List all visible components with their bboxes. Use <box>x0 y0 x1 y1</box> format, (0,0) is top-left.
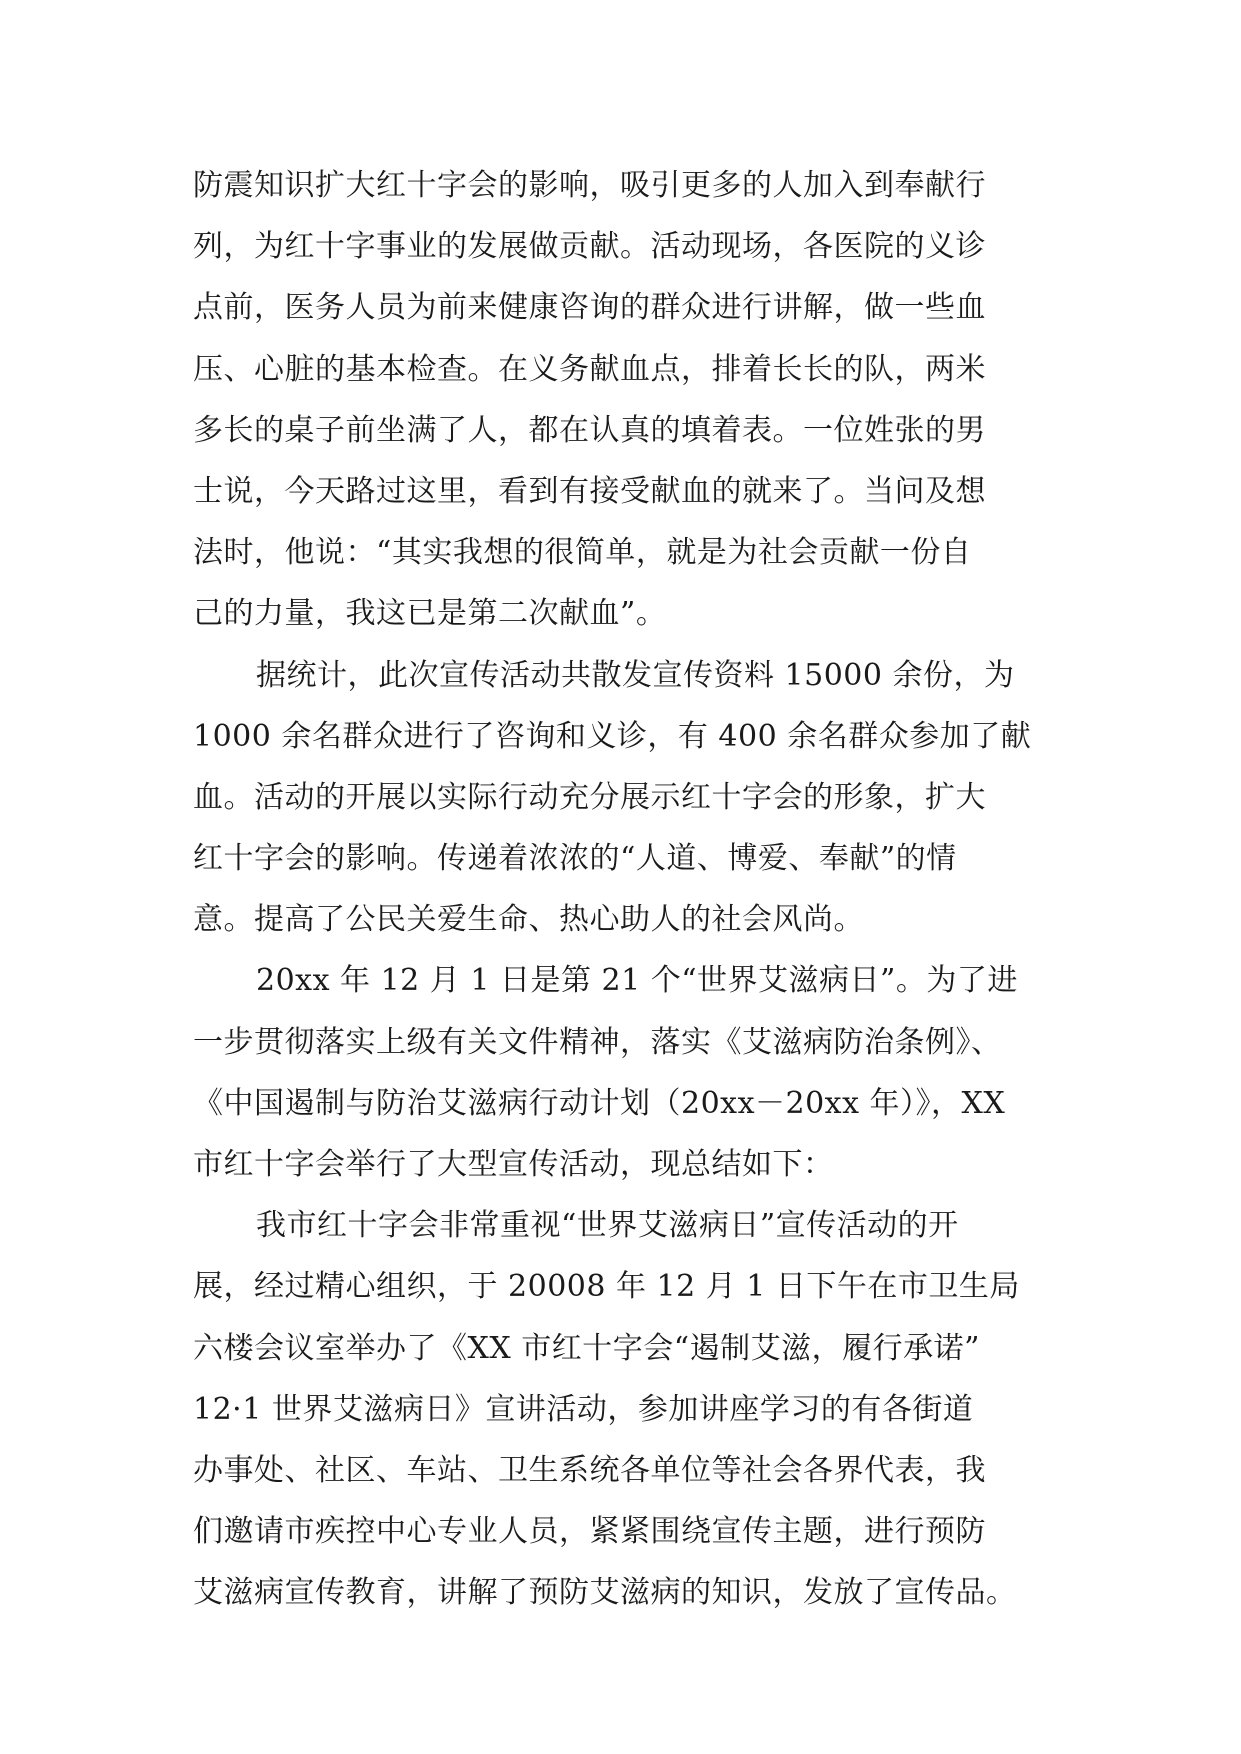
paragraph-first-line: 20xx 年 12 月 1 日是第 21 个“世界艾滋病日”。为了进 <box>256 963 1018 999</box>
text-line: 展，经过精心组织，于 20008 年 12 月 1 日下午在市卫生局 <box>193 1269 1020 1305</box>
text-line: 防震知识扩大红十字会的影响，吸引更多的人加入到奉献行 <box>193 168 986 203</box>
text-line: 血。活动的开展以实际行动充分展示红十字会的形象，扩大 <box>193 779 986 815</box>
text-line: 办事处、社区、车站、卫生系统各单位等社会各界代表，我 <box>193 1452 986 1488</box>
text-line: 一步贯彻落实上级有关文件精神，落实《艾滋病防治条例》、 <box>193 1024 1002 1060</box>
text-line: 《中国遏制与防治艾滋病行动计划（20xx－20xx 年）》，XX <box>193 1085 1006 1121</box>
text-line: 法时，他说：“其实我想的很简单，就是为社会贡献一份自 <box>193 535 972 571</box>
text-line: 士说，今天路过这里，看到有接受献血的就来了。当问及想 <box>193 473 986 509</box>
text-line: 市红十字会举行了大型宣传活动，现总结如下： <box>193 1147 834 1182</box>
text-line: 压、心脏的基本检查。在义务献血点，排着长长的队，两米 <box>193 351 986 387</box>
text-line: 己的力量，我这已是第二次献血”。 <box>193 596 667 632</box>
paragraph-first-line: 我市红十字会非常重视“世界艾滋病日”宣传活动的开 <box>256 1208 959 1244</box>
document-body <box>193 155 1053 1624</box>
text-line: 列，为红十字事业的发展做贡献。活动现场，各医院的义诊 <box>193 229 986 265</box>
text-line: 1000 余名群众进行了咨询和义诊，有 400 余名群众参加了献 <box>193 718 1032 754</box>
text-line: 意。提高了公民关爱生命、热心助人的社会风尚。 <box>193 902 864 938</box>
text-line: 12·1 世界艾滋病日》宣讲活动，参加讲座学习的有各街道 <box>193 1391 974 1427</box>
text-line: 红十字会的影响。传递着浓浓的“人道、博爱、奉献”的情 <box>193 841 957 877</box>
paragraph-first-line: 据统计，此次宣传活动共散发宣传资料 15000 余份，为 <box>256 657 1015 693</box>
text-line: 多长的桌子前坐满了人，都在认真的填着表。一位姓张的男 <box>193 412 986 448</box>
text-line: 六楼会议室举办了《XX 市红十字会“遏制艾滋，履行承诺” <box>193 1330 980 1366</box>
text-line: 艾滋病宣传教育，讲解了预防艾滋病的知识，发放了宣传品。 <box>193 1575 1017 1611</box>
text-line: 点前，医务人员为前来健康咨询的群众进行讲解，做一些血 <box>193 290 986 326</box>
text-line: 们邀请市疾控中心专业人员，紧紧围绕宣传主题，进行预防 <box>193 1514 986 1550</box>
